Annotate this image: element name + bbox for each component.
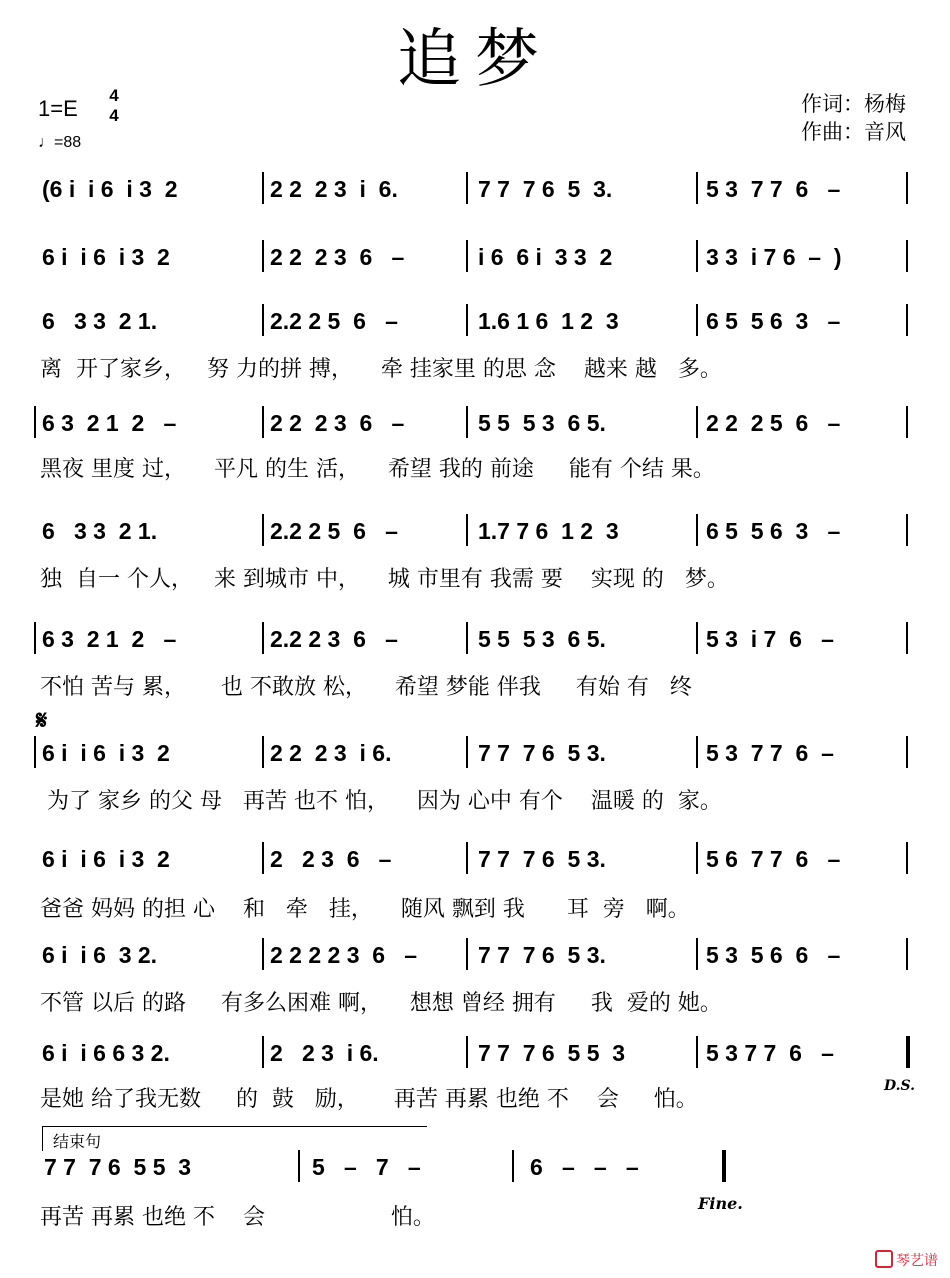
bar-line: [906, 938, 908, 970]
ending-label: 结束句: [53, 1132, 102, 1151]
measure: 6 i i 6 i 3 2: [42, 740, 170, 766]
bar-line: [696, 304, 698, 336]
time-top: 4: [109, 86, 119, 105]
notation-row: [0, 176, 950, 206]
measure: 7 7 7 6 5 3.: [478, 176, 613, 202]
bar-line: [466, 842, 468, 874]
measure: 5 3 i 7 6 –: [706, 626, 834, 652]
measure: 7 7 7 6 5 3.: [478, 740, 606, 766]
measure: 2 2 2 3 6 –: [270, 410, 405, 436]
measure: 2 2 2 2 3 6 –: [270, 942, 418, 968]
measure: 5 5 5 3 6 5.: [478, 410, 606, 436]
bar-line: [466, 406, 468, 438]
bar-line: [696, 622, 698, 654]
measure: 6 5 5 6 3 –: [706, 518, 841, 544]
composer: 作曲：音风: [801, 120, 906, 144]
measure: 6 i i 6 i 3 2: [42, 244, 170, 270]
bar-line: [262, 406, 264, 438]
measure: 6 3 3 2 1.: [42, 308, 158, 334]
bar-line: [262, 1036, 264, 1068]
measure: 5 5 5 3 6 5.: [478, 626, 606, 652]
watermark-logo: [875, 1250, 938, 1270]
bar-line: [466, 622, 468, 654]
measure: 6 i i 6 3 2.: [42, 942, 158, 968]
notation-row: [0, 626, 950, 656]
bar-line: [262, 304, 264, 336]
notation-row: [0, 518, 950, 548]
measure: 2 2 2 3 i 6.: [270, 176, 398, 202]
measure: 5 6 7 7 6 –: [706, 846, 841, 872]
measure: i 6 6 i 3 3 2: [478, 244, 613, 270]
bar-line: [696, 1036, 698, 1068]
measure: 6 3 2 1 2 –: [42, 626, 177, 652]
lyric-line: 不管 以后 的路 有多么困难 啊， 想想 曾经 拥有 我 爱的 她。: [40, 991, 722, 1016]
lyric-line: 不怕 苦与 累， 也 不敢放 松， 希望 梦能 伴我 有始 有 终: [40, 675, 692, 700]
key-signature: 1=E: [38, 96, 78, 121]
measure: 7 7 7 6 5 5 3: [478, 1040, 626, 1066]
bar-line: [262, 240, 264, 272]
credits: [801, 90, 906, 146]
bar-line: [906, 240, 908, 272]
lyric-line: 离 开了家乡， 努 力的拼 搏， 牵 挂家里 的思 念 越来 越 多。: [40, 357, 722, 382]
watermark-text: 琴艺谱: [896, 1253, 938, 1269]
measure: 6 5 5 6 3 –: [706, 308, 841, 334]
measure: 2 2 3 i 6.: [270, 1040, 379, 1066]
measure: 7 7 7 6 5 3.: [478, 942, 606, 968]
bar-line: [696, 172, 698, 204]
measure: 6 3 3 2 1.: [42, 518, 158, 544]
bar-line: [906, 514, 908, 546]
bar-line: [466, 736, 468, 768]
measure: 6 i i 6 6 3 2.: [42, 1040, 170, 1066]
bar-line: [466, 938, 468, 970]
measure: 2.2 2 5 6 –: [270, 308, 398, 334]
measure: 6 i i 6 i 3 2: [42, 846, 170, 872]
lyric-line: 爸爸 妈妈 的担 心 和 牵 挂， 随风 飘到 我 耳 旁 啊。: [40, 897, 690, 922]
bar-line: [262, 514, 264, 546]
bar-line: [466, 514, 468, 546]
bar-line: [906, 736, 908, 768]
bar-line: [466, 1036, 468, 1068]
measure: 5 – 7 –: [312, 1154, 421, 1180]
notation-row: [0, 1040, 950, 1070]
measure: 2.2 2 3 6 –: [270, 626, 398, 652]
bar-line: [696, 240, 698, 272]
song-title: 追梦: [397, 23, 553, 97]
bar-line: [696, 736, 698, 768]
measure: 3 3 i 7 6 – ): [706, 244, 842, 270]
measure: 5 3 5 6 6 –: [706, 942, 841, 968]
measure: (6 i i 6 i 3 2: [42, 176, 178, 202]
measure: 2 2 3 6 –: [270, 846, 392, 872]
fine-mark: Fine.: [698, 1194, 743, 1213]
bar-line: [906, 406, 908, 438]
bar-line: [906, 172, 908, 204]
measure: 7 7 7 6 5 3.: [478, 846, 606, 872]
measure: 1.6 1 6 1 2 3: [478, 308, 619, 334]
bar-line: [466, 304, 468, 336]
measure: 5 3 7 7 6 –: [706, 740, 834, 766]
bar-line: [262, 938, 264, 970]
bar-line: [906, 842, 908, 874]
bar-line: [906, 304, 908, 336]
lyric-line: 为了 家乡 的父 母 再苦 也不 怕， 因为 心中 有个 温暖 的 家。: [40, 789, 722, 814]
bar-line: [34, 406, 36, 438]
lyricist: 作词：杨梅: [801, 92, 906, 116]
lyric-line: 再苦 再累 也绝 不 会 怕。: [40, 1205, 435, 1230]
measure: 6 – – –: [530, 1154, 639, 1180]
ending-bracket: [42, 1126, 427, 1151]
notation-row: [0, 1154, 950, 1184]
measure: 2.2 2 5 6 –: [270, 518, 398, 544]
notation-row: [0, 942, 950, 972]
lyric-line: 黑夜 里度 过， 平凡 的生 活， 希望 我的 前途 能有 个结 果。: [40, 457, 715, 482]
measure: 2 2 2 5 6 –: [706, 410, 841, 436]
lyric-line: 独 自一 个人， 来 到城市 中， 城 市里有 我需 要 实现 的 梦。: [40, 567, 729, 592]
bar-line: [262, 736, 264, 768]
measure: 6 3 2 1 2 –: [42, 410, 177, 436]
notation-row: [0, 410, 950, 440]
bar-line: [906, 622, 908, 654]
bar-line: [906, 1036, 910, 1068]
segno-sign: 𝄋: [36, 706, 48, 736]
bar-line: [34, 622, 36, 654]
measure: 5 3 7 7 6 –: [706, 1040, 834, 1066]
notation-row: [0, 308, 950, 338]
measure: 2 2 2 3 6 –: [270, 244, 405, 270]
bar-line: [466, 172, 468, 204]
time-bottom: 4: [109, 106, 119, 125]
bar-line: [696, 938, 698, 970]
notation-row: [0, 846, 950, 876]
bar-line: [512, 1150, 514, 1182]
measure: 1.7 7 6 1 2 3: [478, 518, 619, 544]
bar-line: [262, 172, 264, 204]
bar-line: [466, 240, 468, 272]
bar-line: [298, 1150, 300, 1182]
bar-line: [696, 514, 698, 546]
bar-line: [696, 842, 698, 874]
measure: 7 7 7 6 5 5 3: [44, 1154, 192, 1180]
notation-row: [0, 244, 950, 274]
time-signature: [104, 86, 124, 126]
measure: 5 3 7 7 6 –: [706, 176, 841, 202]
tempo-mark: ♩=88: [38, 134, 82, 151]
bar-line: [262, 842, 264, 874]
notation-row: [0, 740, 950, 770]
lyric-line: 是她 给了我无数 的 鼓 励， 再苦 再累 也绝 不 会 怕。: [40, 1087, 698, 1112]
logo-icon: [875, 1250, 893, 1268]
ds-mark: D.S.: [884, 1078, 916, 1094]
bar-line: [696, 406, 698, 438]
bar-line: [722, 1150, 726, 1182]
bar-line: [34, 736, 36, 768]
measure: 2 2 2 3 i 6.: [270, 740, 392, 766]
bar-line: [262, 622, 264, 654]
